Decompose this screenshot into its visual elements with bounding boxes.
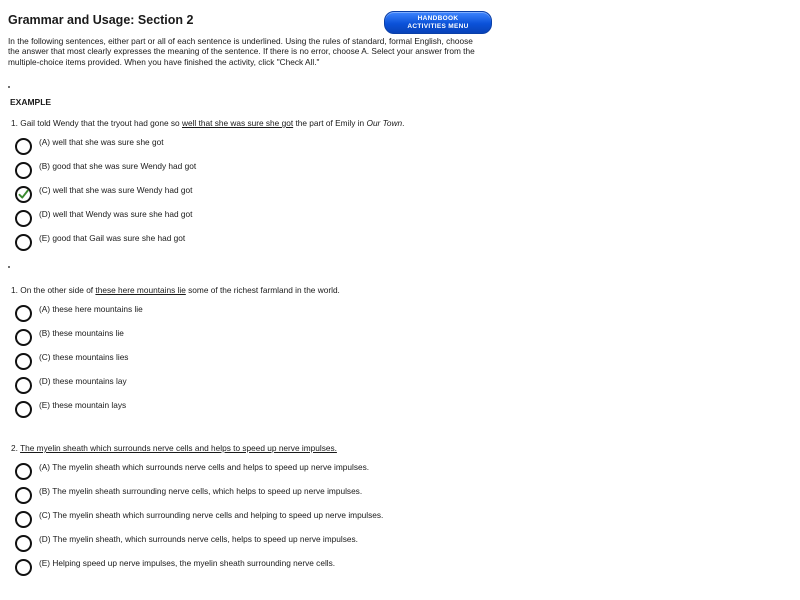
question-number: 1. [11,285,18,295]
radio-button[interactable] [15,138,32,155]
question-end: . [402,118,405,128]
option-label: (C) these mountains lies [39,352,129,362]
radio-button[interactable] [15,511,32,528]
example-option-d[interactable] [15,209,192,227]
question-number: 2. [11,443,18,453]
radio-button[interactable] [15,401,32,418]
question-underlined: The myelin sheath which surrounds nerve cells and helps to speed up nerve impulses. [20,443,337,453]
stray-dot [8,86,10,88]
example-option-a[interactable] [15,137,164,155]
radio-button[interactable] [15,234,32,251]
option-label: (A) well that she was sure she got [39,137,164,147]
question-2 [11,443,337,453]
q1-option-c[interactable] [15,352,128,370]
checkmark-icon [18,189,29,200]
example-question [11,118,404,128]
example-option-c[interactable] [15,185,192,203]
radio-button-selected[interactable] [15,186,32,203]
q2-option-b[interactable] [15,486,362,504]
radio-button[interactable] [15,559,32,576]
q1-option-d[interactable] [15,376,127,394]
menu-button-line1: HANDBOOK [417,15,459,22]
option-label: (A) these here mountains lie [39,304,143,314]
option-label: (D) these mountains lay [39,376,127,386]
option-label: (C) well that she was sure Wendy had got [39,185,193,195]
radio-button[interactable] [15,535,32,552]
option-label: (E) these mountain lays [39,400,127,410]
q2-option-a[interactable] [15,462,369,480]
question-underlined: these here mountains lie [95,285,186,295]
radio-button[interactable] [15,377,32,394]
q2-option-e[interactable] [15,558,335,576]
question-text-pre: On the other side of [20,285,94,295]
radio-button[interactable] [15,353,32,370]
handbook-activities-menu-button[interactable] [384,11,492,34]
question-italic-title: Our Town [366,118,403,128]
option-label: (A) The myelin sheath which surrounds nerve cells and helps to speed up nerve impulses. [39,462,370,472]
option-label: (B) these mountains lie [39,328,124,338]
page-title: Grammar and Usage: Section 2 [8,13,194,27]
radio-button[interactable] [15,487,32,504]
question-1 [11,285,340,295]
radio-button[interactable] [15,162,32,179]
question-underlined: well that she was sure she got [181,118,294,128]
radio-button[interactable] [15,463,32,480]
question-text-pre: Gail told Wendy that the tryout had gone so [20,118,180,128]
radio-button[interactable] [15,305,32,322]
q2-option-d[interactable] [15,534,358,552]
option-label: (D) The myelin sheath, which surrounds nerve cells, helps to speed up nerve impulses. [39,534,358,544]
example-option-e[interactable] [15,233,185,251]
stray-dot [8,266,10,268]
q2-option-c[interactable] [15,510,383,528]
menu-button-line2: ACTIVITIES MENU [407,22,469,30]
radio-button[interactable] [15,210,32,227]
q1-option-e[interactable] [15,400,126,418]
example-heading: EXAMPLE [10,97,52,107]
question-text-post: some of the richest farmland in the world. [188,285,340,295]
option-label: (D) well that Wendy was sure she had got [39,209,193,219]
q1-option-a[interactable] [15,304,143,322]
q1-option-b[interactable] [15,328,124,346]
example-option-b[interactable] [15,161,196,179]
option-label: (C) The myelin sheath which surrounding nerve cells and helping to speed up nerve impulses. [39,510,384,520]
question-text-post: the part of Emily in [295,118,365,128]
option-label: (E) Helping speed up nerve impulses, the myelin sheath surrounding nerve cells. [39,558,336,568]
option-label: (B) good that she was sure Wendy had got [39,161,197,171]
question-number: 1. [11,118,18,128]
option-label: (B) The myelin sheath surrounding nerve cells, which helps to speed up nerve impulses. [39,486,363,496]
instructions-text: In the following sentences, either part or all of each sentence is underlined. Using the rules of standard, formal English, choose the answer that most clearly expresses the meaning of the sentence. If there is no error, choose A. Select your answer from the multiple-choice items provided. When you have finished the activity, click "Check All." [8,36,475,67]
radio-button[interactable] [15,329,32,346]
option-label: (E) good that Gail was sure she had got [39,233,186,243]
